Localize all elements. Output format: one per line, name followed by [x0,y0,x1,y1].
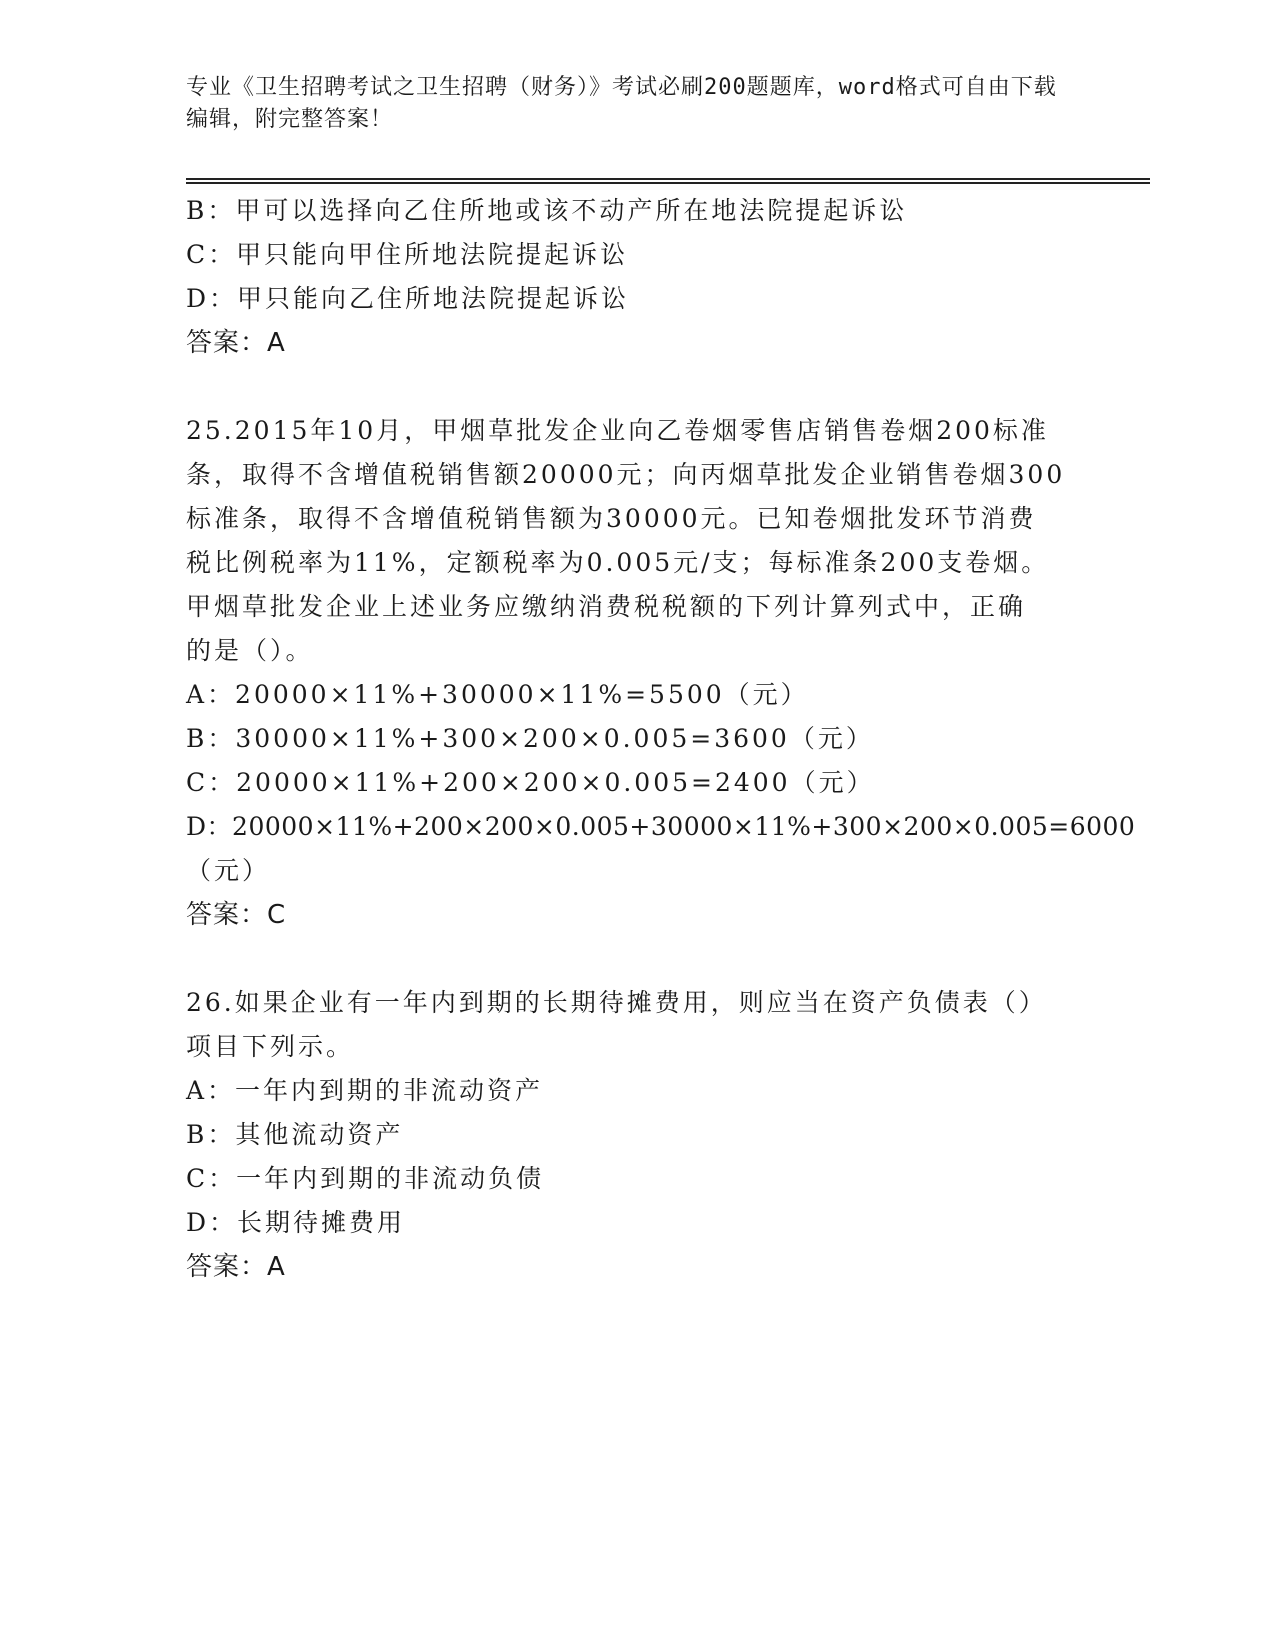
q26-option-a: A：一年内到期的非流动资产 [186,1076,544,1105]
q25-stem-line-1: 25.2015年10月，甲烟草批发企业向乙卷烟零售店销售卷烟200标准 [186,416,1049,445]
q25-stem-line-6: 的是（）。 [186,636,314,665]
q26-answer: 答案：A [186,1252,286,1282]
q26-option-c: C：一年内到期的非流动负债 [186,1164,545,1193]
q25-option-a: A：20000×11%+30000×11%=5500（元） [186,680,809,709]
header-divider-top [186,178,1150,180]
document-header: 专业《卫生招聘考试之卫生招聘（财务）》考试必刷200题题库，word格式可自由下载编辑，附完整答案！ [186,75,1057,132]
q25-stem-line-2: 条，取得不含增值税销售额20000元；向丙烟草批发企业销售卷烟300 [186,460,1066,489]
q26-option-d: D：长期待摊费用 [186,1208,406,1237]
q25-answer: 答案：C [186,900,287,930]
q24-answer: 答案：A [186,328,286,358]
q25-stem-line-5: 甲烟草批发企业上述业务应缴纳消费税税额的下列计算列式中，正确 [186,592,1027,621]
q26-option-b: B：其他流动资产 [186,1120,404,1149]
q26-stem-line-1: 26.如果企业有一年内到期的长期待摊费用，则应当在资产负债表（） [186,988,1047,1017]
q24-option-d: D：甲只能向乙住所地法院提起诉讼 [186,284,630,313]
q25-option-d: D：20000×11%+200×200×0.005+30000×11%+300×200×0.005=6000 [186,812,1136,841]
q25-option-d-continued: （元） [186,856,271,885]
q26-stem-line-2: 项目下列示。 [186,1032,355,1061]
q25-stem-line-4: 税比例税率为11%，定额税率为0.005元/支；每标准条200支卷烟。 [186,548,1050,577]
q25-stem-line-3: 标准条，取得不含增值税销售额为30000元。已知卷烟批发环节消费 [186,504,1037,533]
q25-option-c: C：20000×11%+200×200×0.005=2400（元） [186,768,875,797]
q24-option-c: C：甲只能向甲住所地法院提起诉讼 [186,240,629,269]
header-divider-bottom [186,182,1150,184]
q24-option-b: B：甲可以选择向乙住所地或该不动产所在地法院提起诉讼 [186,196,908,225]
q25-option-b: B：30000×11%+300×200×0.005=3600（元） [186,724,874,753]
